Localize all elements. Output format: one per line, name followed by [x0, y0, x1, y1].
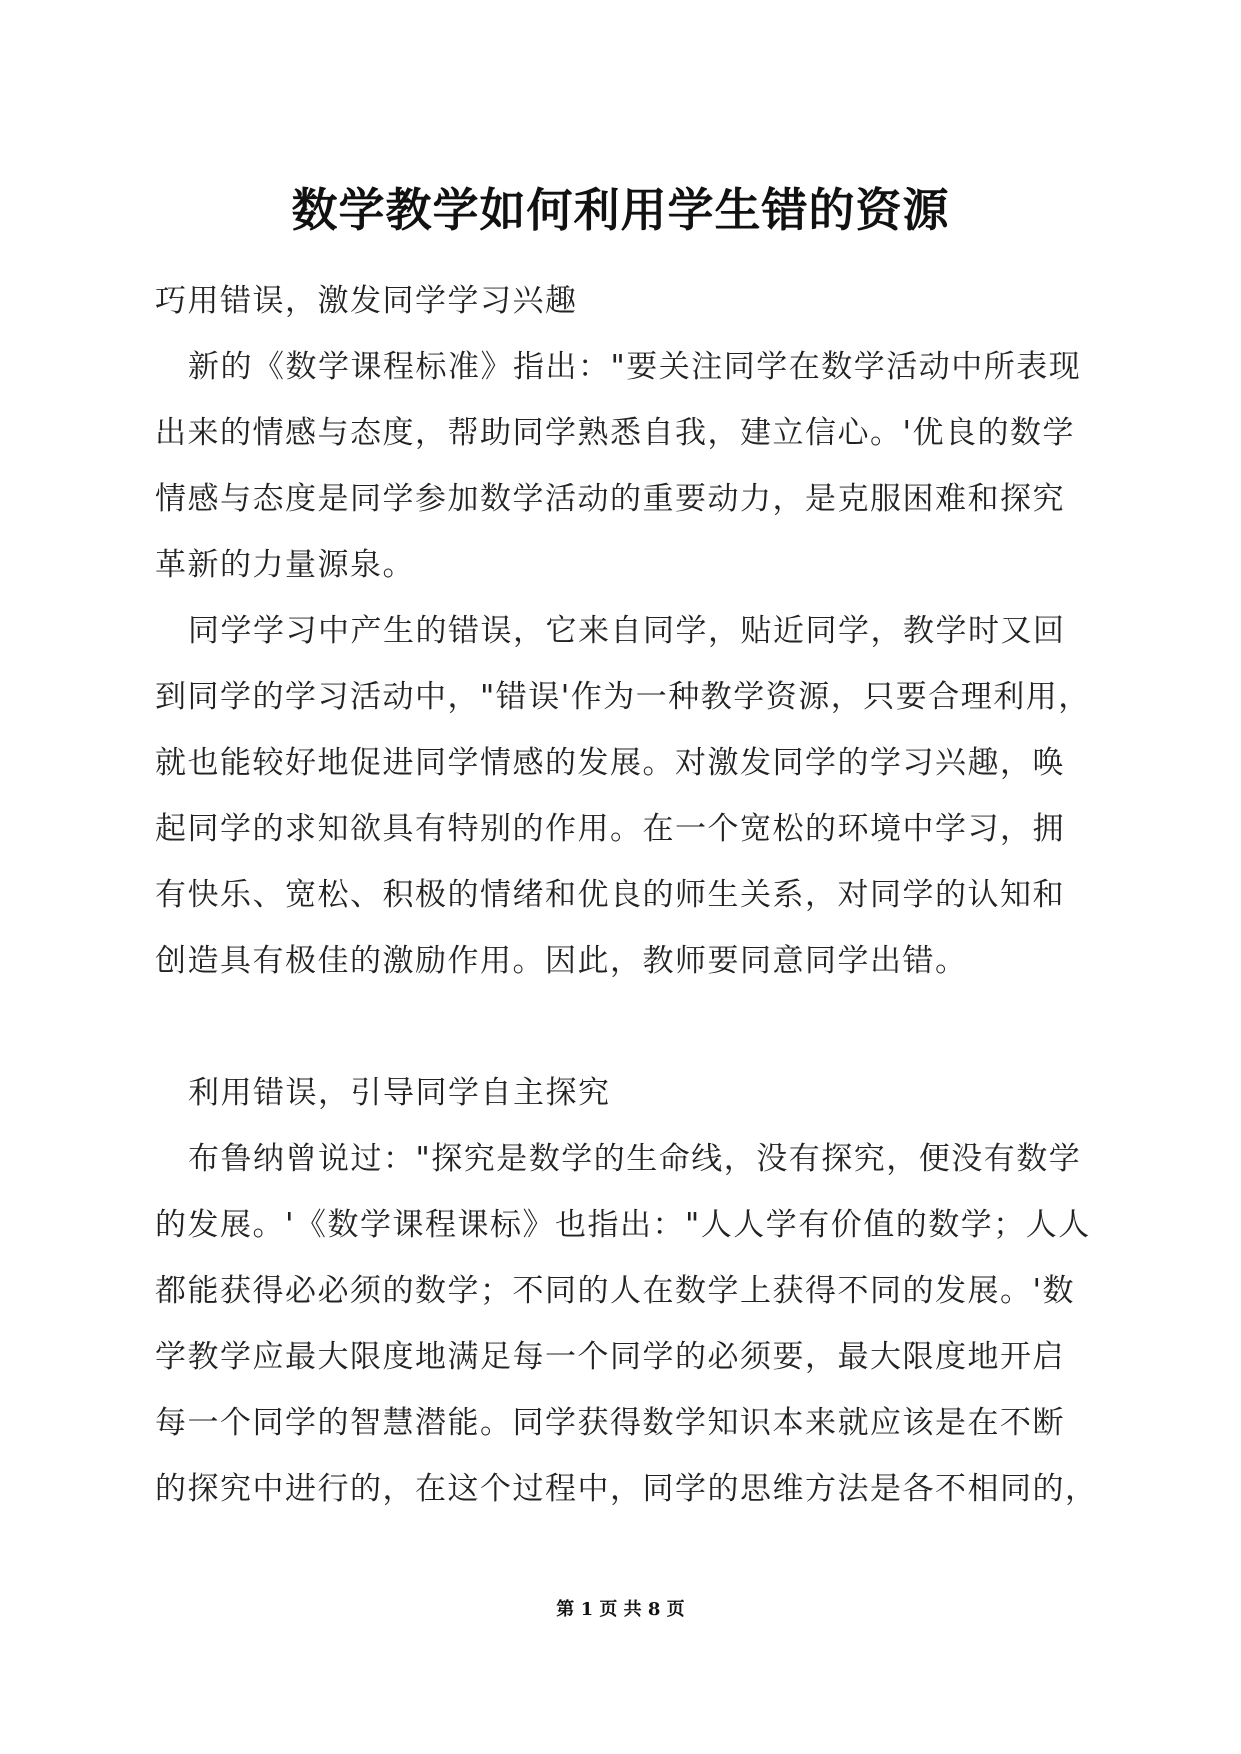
section-heading: 利用错误，引导同学自主探究 — [188, 1075, 611, 1111]
paragraph-line: 的探究中进行的，在这个过程中，同学的思维方法是各不相同的， — [155, 1471, 1098, 1507]
paragraph-line: 都能获得必必须的数学；不同的人在数学上获得不同的发展。'数 — [155, 1273, 1076, 1309]
paragraph-line: 每一个同学的智慧潜能。同学获得数学知识本来就应该是在不断 — [155, 1405, 1065, 1441]
page-footer: 第 1 页 共 8 页 — [556, 1599, 685, 1620]
paragraph-line: 学教学应最大限度地满足每一个同学的必须要，最大限度地开启 — [155, 1339, 1065, 1375]
paragraph-line: 的发展。'《数学课程课标》也指出："人人学有价值的数学；人人 — [155, 1207, 1091, 1243]
paragraph-line: 情感与态度是同学参加数学活动的重要动力，是克服困难和探究 — [155, 481, 1065, 517]
section-heading: 巧用错误，激发同学学习兴趣 — [155, 283, 578, 319]
paragraph-line: 同学学习中产生的错误，它来自同学，贴近同学，教学时又回 — [188, 613, 1066, 649]
paragraph-line: 就也能较好地促进同学情感的发展。对激发同学的学习兴趣，唤 — [155, 745, 1065, 781]
paragraph-line: 创造具有极佳的激励作用。因此，教师要同意同学出错。 — [155, 943, 968, 979]
paragraph-line: 布鲁纳曾说过："探究是数学的生命线，没有探究，便没有数学 — [188, 1141, 1082, 1177]
document-body — [155, 268, 1098, 1522]
document-title: 数学教学如何利用学生错的资源 — [291, 183, 950, 237]
paragraph-line: 新的《数学课程标准》指出："要关注同学在数学活动中所表现 — [188, 349, 1082, 385]
paragraph-line: 出来的情感与态度，帮助同学熟悉自我，建立信心。'优良的数学 — [155, 415, 1076, 451]
paragraph-spacer — [155, 994, 1087, 1060]
paragraph-line: 起同学的求知欲具有特别的作用。在一个宽松的环境中学习，拥 — [155, 811, 1065, 847]
paragraph-line: 到同学的学习活动中，"错误'作为一种教学资源，只要合理利用， — [155, 679, 1091, 715]
paragraph-line: 革新的力量源泉。 — [155, 547, 415, 583]
paragraph-line: 有快乐、宽松、积极的情绪和优良的师生关系，对同学的认知和 — [155, 877, 1065, 913]
